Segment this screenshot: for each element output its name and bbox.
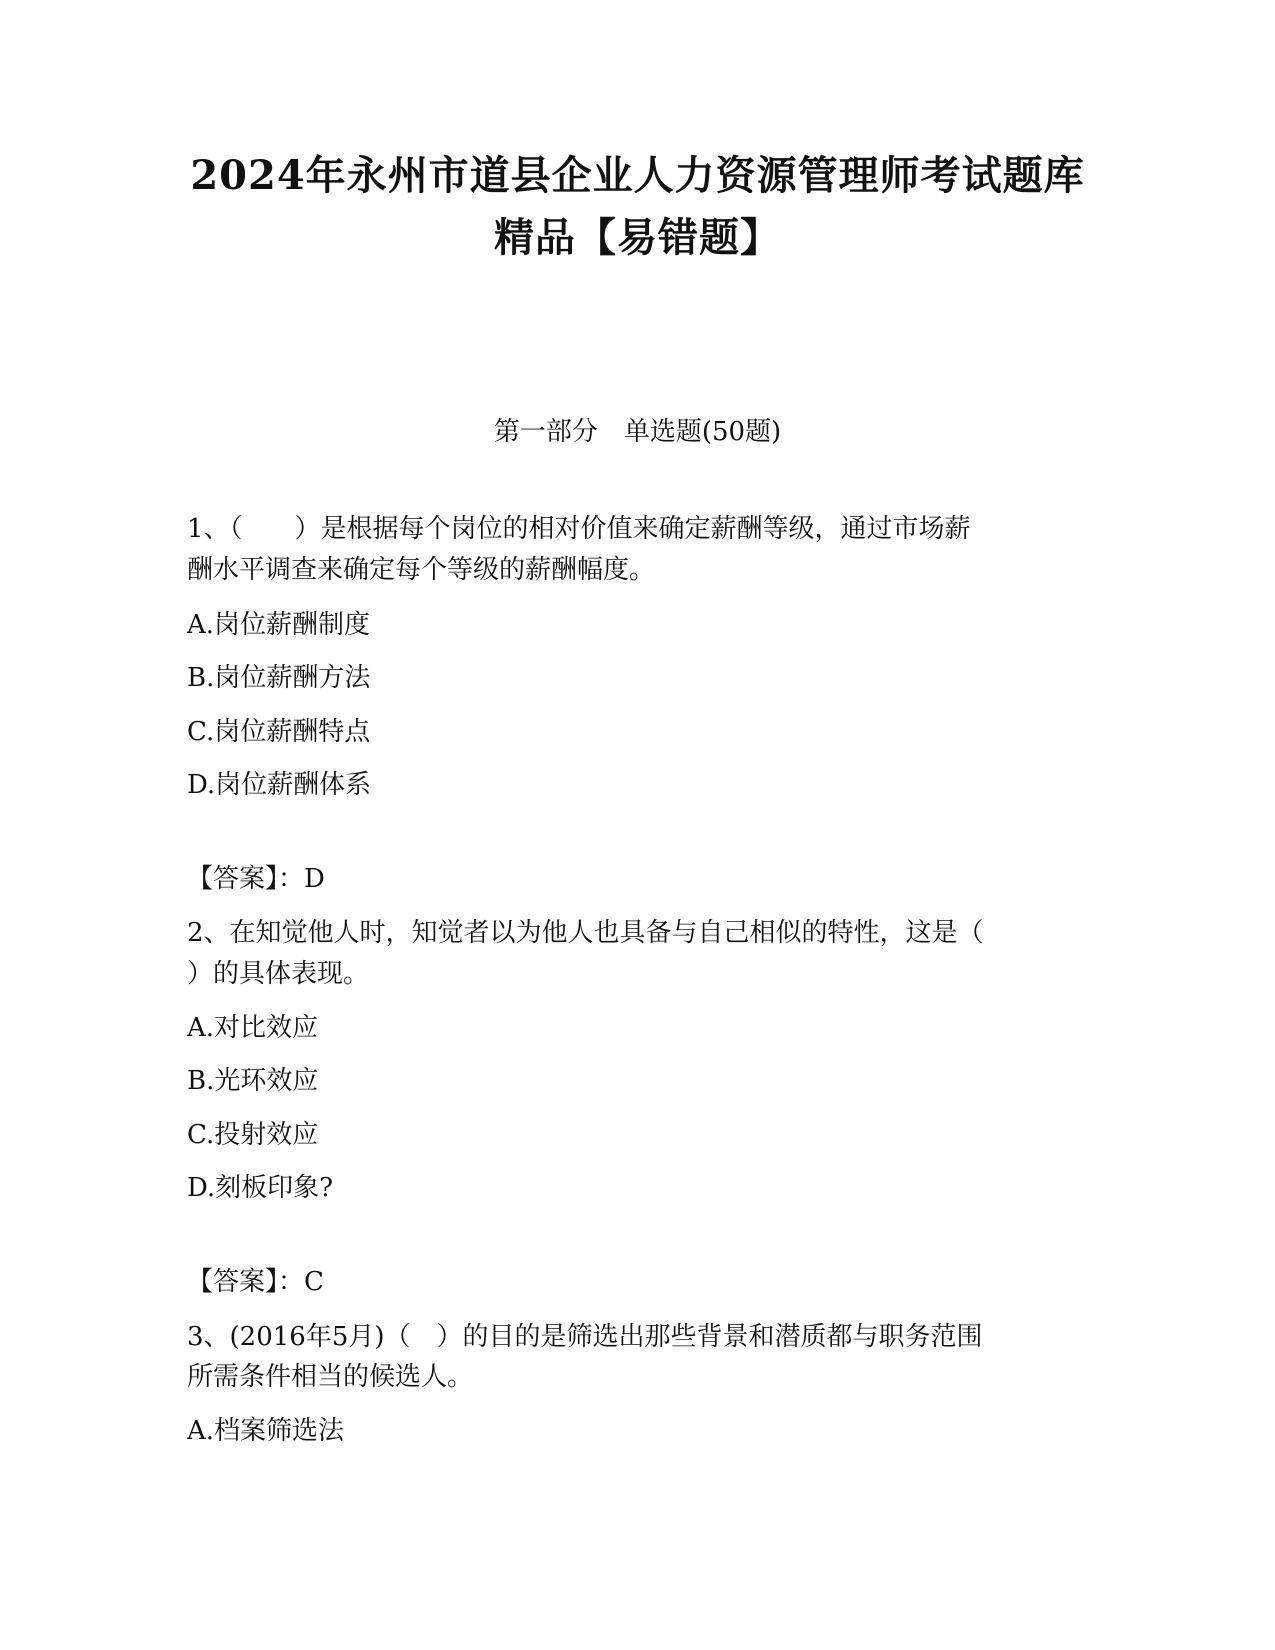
question-3-option-a: A.档案筛选法 <box>187 1416 345 1446</box>
question-1-option-b: B.岗位薪酬方法 <box>187 663 371 693</box>
document-title-line-2: 精品【易错题】 <box>494 214 781 261</box>
question-1-answer: 【答案】：D <box>187 864 325 894</box>
question-1-stem-line-1: 1、（ ）是根据每个岗位的相对价值来确定薪酬等级，通过市场薪 <box>187 514 971 544</box>
question-1-stem-line-2: 酬水平调查来确定每个等级的薪酬幅度。 <box>187 555 656 585</box>
question-2-stem-line-1: 2、在知觉他人时，知觉者以为他人也具备与自己相似的特性，这是（ <box>187 918 984 948</box>
question-2-stem-line-2: ）的具体表现。 <box>187 959 370 989</box>
question-3-stem-line-1: 3、(2016年5月)（ ）的目的是筛选出那些背景和潜质都与职务范围 <box>187 1322 983 1352</box>
section-heading: 第一部分 单选题(50题) <box>493 417 782 447</box>
document-title-line-1: 2024年永州市道县企业人力资源管理师考试题库 <box>190 152 1085 199</box>
question-1-option-c: C.岗位薪酬特点 <box>187 717 371 747</box>
question-2-option-a: A.对比效应 <box>187 1013 319 1043</box>
question-2-answer: 【答案】：C <box>187 1267 324 1297</box>
question-1-option-d: D.岗位薪酬体系 <box>187 770 372 800</box>
question-2-option-d: D.刻板印象? <box>187 1173 334 1203</box>
question-2-option-b: B.光环效应 <box>187 1066 319 1096</box>
question-3-stem-line-2: 所需条件相当的候选人。 <box>187 1362 474 1392</box>
question-2-option-c: C.投射效应 <box>187 1120 319 1150</box>
question-1-option-a: A.岗位薪酬制度 <box>187 610 371 640</box>
